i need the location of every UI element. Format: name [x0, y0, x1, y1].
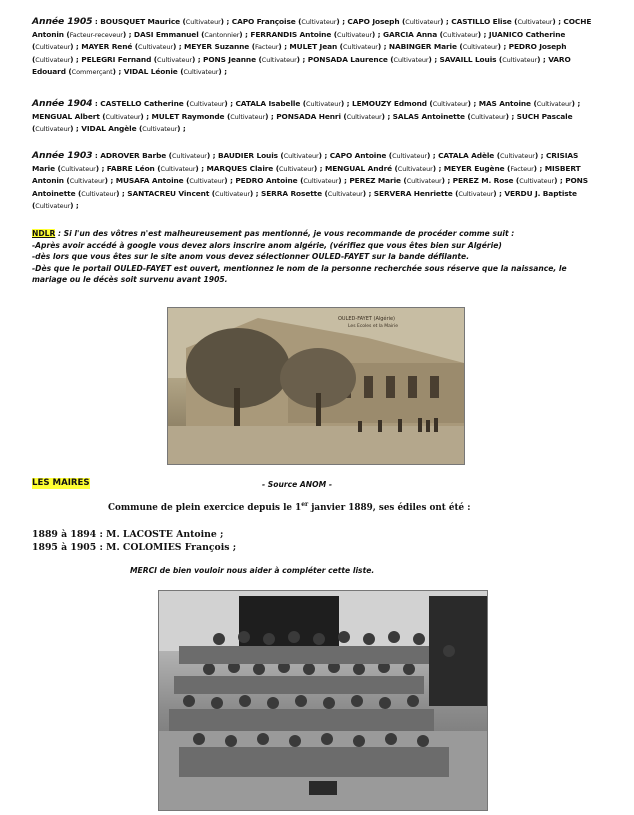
person-occupation: Cultivateur — [392, 152, 427, 160]
source-anom: - Source ANOM - — [262, 480, 332, 489]
person-name: SUCH Pascale — [516, 111, 573, 121]
person-occupation: Cultivateur — [470, 112, 506, 121]
person-name: CASTILLO Elise — [451, 17, 512, 26]
person-name: FABRE Léon — [106, 163, 155, 173]
person-occupation: Cultivateur — [35, 125, 71, 134]
person-entry: PEDRO Antoine (Cultivateur) ; — [235, 176, 347, 186]
person-occupation: Cultivateur — [499, 152, 535, 160]
person-entry: CAPO Françoise (Cultivateur) ; — [231, 17, 345, 26]
year-1903-block: Année 1903 : ADROVER Barbe (Cultivateur) ; BAUDIER Louis (Cultivateur) ; CAPO Antoine (Cultivateur) ; CATALA Adèle (Cultivateur) ; CRISIAS Marie (Cultivateur) ; FABRE Léon (Cultivateur) ; MARQUES Claire (Cultivateur) ; MENGUAL André (Cultivateur) ; MEYER Eugène (Facteur) ; MISBERT Antonin (Cultivateur) ; MUSAFA Antoine (Cultivateur) ; PEDRO Antoine (Cultivateur) ; PEREZ Marie (Cultivateur) ; PEREZ M. Rose (Cultivateur) ; PONS Antoinette (Cultivateur) ; SANTACREU Vincent (Cultivateur) ; SERRA Rosette (Cultivateur) ; SERVERA Henriette (Cultivateur) ; VERDU J. Baptiste (Cultivateur) ; — [32, 150, 588, 211]
postcard-illustration — [168, 308, 464, 464]
person-occupation: Cultivateur — [342, 43, 378, 52]
person-occupation: Cultivateur — [189, 100, 225, 108]
person-name: SALAS Antoinette — [392, 111, 465, 121]
person-occupation: Cultivateur — [442, 30, 478, 39]
mayor-period: 1889 à 1894 — [32, 529, 97, 540]
year-heading: Année 1903 — [32, 150, 93, 161]
commune-intro-a: Commune de plein exercice depuis le 1 — [108, 502, 302, 513]
person-entry: PONSADA Laurence (Cultivateur) ; — [307, 54, 438, 64]
person-name: VIDAL Léonie — [123, 67, 178, 77]
person-entry: CATALA Adèle (Cultivateur) ; — [438, 151, 544, 160]
commune-intro-sup: er — [301, 501, 309, 508]
person-occupation: Cultivateur — [405, 18, 441, 26]
person-occupation: Cultivateur — [517, 18, 553, 26]
class-photo — [158, 590, 488, 811]
person-occupation: Cultivateur — [261, 55, 297, 64]
person-entry: SERRA Rosette (Cultivateur) ; — [261, 188, 372, 198]
person-name: MEYER Eugène — [443, 163, 505, 173]
person-name: VIDAL Angèle — [81, 124, 137, 134]
person-occupation: Cultivateur — [278, 164, 314, 173]
person-name: CAPO Françoise — [231, 17, 296, 26]
mayor-name: M. COLOMIES François ; — [106, 542, 237, 553]
person-entry: SERVERA Henriette (Cultivateur) ; — [373, 188, 502, 198]
person-entry: MULET Raymonde (Cultivateur) ; — [151, 111, 274, 121]
person-entry: PONS Jeanne (Cultivateur) ; — [203, 54, 306, 64]
person-occupation: Cultivateur — [35, 55, 71, 64]
person-name: MULET Raymonde — [151, 111, 225, 121]
person-name: PONSADA Henri — [276, 111, 341, 121]
postcard-photo — [167, 307, 465, 465]
person-name: BAUDIER Louis — [217, 151, 278, 160]
person-occupation: Cultivateur — [157, 55, 192, 64]
person-occupation: Cultivateur — [81, 189, 117, 198]
person-entry: PELEGRI Fernand (Cultivateur) ; — [81, 54, 201, 64]
ndlr-note — [32, 228, 607, 286]
person-name: NABINGER Marie — [388, 42, 457, 52]
person-name: PEREZ Marie — [349, 176, 401, 186]
person-entry: GARCIA Anna (Cultivateur) ; — [383, 29, 487, 39]
class-photo-illustration — [159, 591, 487, 810]
postcard-caption-line2: Les Ecoles et la Mairie — [348, 324, 398, 329]
person-entry: VIDAL Angèle (Cultivateur) ; — [81, 124, 186, 134]
person-occupation: Cultivateur — [160, 164, 196, 173]
person-occupation: Cultivateur — [171, 152, 207, 160]
maires-heading: LES MAIRES — [32, 478, 90, 488]
year-heading: Année 1904 — [32, 98, 93, 109]
year-1905-block: Année 1905 : BOUSQUET Maurice (Cultivateur) ; CAPO Françoise (Cultivateur) ; CAPO Joseph (Cultivateur) ; CASTILLO Elise (Cultivateur) ; COCHE Antonin (Facteur-receveur) ; DASI Emmanuel (Cantonnier) ; FERRANDIS Antoine (Cultivateur) ; GARCIA Anna (Cultivateur) ; JUANICO Catherine (Cultivateur) ; MAYER René (Cultivateur) ; MEYER Suzanne (Facteur) ; MULET Jean (Cultivateur) ; NABINGER Marie (Cultivateur) ; PEDRO Joseph (Cultivateur) ; PELEGRI Fernand (Cultivateur) ; PONS Jeanne (Cultivateur) ; PONSADA Laurence (Cultivateur) ; SAVAILL Louis (Cultivateur) ; VARO Edouard (Commerçant) ; VIDAL Léonie (Cultivateur) ; — [32, 16, 592, 77]
person-occupation: Cultivateur — [189, 177, 225, 186]
person-occupation: Cultivateur — [283, 152, 319, 160]
person-name: BOUSQUET Maurice — [100, 17, 181, 26]
merci-note: MERCI de bien vouloir nous aider à compléter cette liste. — [130, 566, 375, 575]
person-name: SERRA Rosette — [261, 188, 323, 198]
person-occupation: Cultivateur — [301, 18, 337, 26]
person-entry: MEYER Suzanne (Facteur) ; — [184, 42, 287, 52]
person-entry: SUCH Pascale (Cultivateur) ; — [32, 111, 573, 134]
person-entry: MEYER Eugène (Facteur) ; — [443, 163, 543, 173]
person-entry: VERDU J. Baptiste (Cultivateur) ; — [32, 188, 577, 211]
person-name: FERRANDIS Antoine — [250, 29, 332, 39]
person-name: VERDU J. Baptiste — [504, 188, 577, 198]
person-name: SANTACREU Vincent — [127, 188, 210, 198]
person-entry: PEREZ Marie (Cultivateur) ; — [349, 176, 451, 186]
person-occupation: Cultivateur — [458, 189, 494, 198]
person-occupation: Cultivateur — [346, 112, 382, 121]
person-name: MUSAFA Antoine — [115, 176, 184, 186]
person-name: GARCIA Anna — [383, 29, 438, 39]
mayor-entry: 1895 à 1905 : M. COLOMIES François ; — [32, 542, 237, 553]
person-entry: VIDAL Léonie (Cultivateur) ; — [123, 67, 227, 77]
person-entry: CASTELLO Catherine (Cultivateur) ; — [100, 99, 233, 108]
person-entry: FABRE Léon (Cultivateur) ; — [106, 163, 204, 173]
person-entry: MARQUES Claire (Cultivateur) ; — [206, 163, 323, 173]
person-entry: PONS Antoinette (Cultivateur) ; — [32, 176, 588, 198]
person-name: PEREZ M. Rose — [452, 176, 514, 186]
person-name: DASI Emmanuel — [133, 29, 199, 39]
person-occupation: Cultivateur — [502, 55, 538, 64]
person-name: SAVAILL Louis — [439, 54, 497, 64]
person-occupation: Cultivateur — [215, 189, 250, 198]
person-entry: PEREZ M. Rose (Cultivateur) ; — [452, 176, 563, 186]
person-name: MISBERT Antonin — [32, 163, 581, 186]
person-occupation: Cultivateur — [35, 202, 71, 211]
person-entry: CASTILLO Elise (Cultivateur) ; — [451, 17, 561, 26]
person-entry: MENGUAL André (Cultivateur) ; — [324, 163, 442, 173]
person-entry: VARO Edouard (Commerçant) ; — [32, 54, 571, 77]
person-name: PONSADA Laurence — [307, 54, 388, 64]
person-occupation: Cultivateur — [393, 55, 429, 64]
person-occupation: Cultivateur — [142, 125, 178, 134]
person-occupation: Cultivateur — [337, 30, 372, 39]
year-heading: Année 1905 — [32, 16, 93, 27]
ndlr-line: : Si l'un des vôtres n'est malheureusement pas mentionné, je vous recommande de procéder comme suit : — [55, 229, 515, 238]
mayor-name: M. LACOSTE Antoine ; — [106, 529, 224, 540]
person-entry: LEMOUZY Edmond (Cultivateur) ; — [351, 99, 477, 108]
person-entry: CRISIAS Marie (Cultivateur) ; — [32, 151, 579, 173]
person-occupation: Cultivateur — [432, 100, 468, 108]
person-name: CATALA Isabelle — [235, 99, 301, 108]
commune-intro-b: janvier 1889, ses édiles ont été : — [308, 502, 471, 513]
person-entry: SALAS Antoinette (Cultivateur) ; — [392, 111, 515, 121]
person-entry: PONSADA Henri (Cultivateur) ; — [276, 111, 391, 121]
person-entry: JUANICO Catherine (Cultivateur) ; — [32, 29, 566, 52]
person-name: MENGUAL Albert — [32, 111, 100, 121]
person-name: CATALA Adèle — [438, 151, 495, 160]
person-name: JUANICO Catherine — [488, 29, 566, 39]
mayor-entry: 1889 à 1894 : M. LACOSTE Antoine ; — [32, 529, 224, 540]
mayor-period: 1895 à 1905 — [32, 542, 97, 553]
person-occupation: Cultivateur — [306, 100, 341, 108]
person-occupation: Cultivateur — [327, 189, 363, 198]
person-name: CAPO Joseph — [347, 17, 400, 26]
ndlr-line: mariage ou le décès soit survenu avant 1905. — [32, 275, 228, 285]
person-entry: CAPO Antoine (Cultivateur) ; — [329, 151, 436, 160]
person-entry: FERRANDIS Antoine (Cultivateur) ; — [250, 29, 381, 39]
person-occupation: Cantonnier — [204, 30, 240, 39]
person-occupation: Cultivateur — [406, 177, 442, 186]
person-entry: MENGUAL Albert (Cultivateur) ; — [32, 111, 150, 121]
person-entry: ADROVER Barbe (Cultivateur) ; — [100, 151, 216, 160]
person-name: LEMOUZY Edmond — [351, 99, 427, 108]
person-entry: MAS Antoine (Cultivateur) ; — [478, 99, 581, 108]
person-entry: MAYER René (Cultivateur) ; — [81, 42, 182, 52]
ndlr-line: -Dès que le portail OULED-FAYET est ouvert, mentionnez le nom de la personne recherchée sous réserve que la naissance, le — [32, 263, 567, 273]
person-occupation: Cultivateur — [519, 177, 555, 186]
person-occupation: Cultivateur — [397, 164, 433, 173]
person-occupation: Cultivateur — [230, 112, 266, 121]
person-name: MEYER Suzanne — [184, 42, 250, 52]
person-name: CASTELLO Catherine — [100, 99, 184, 108]
person-name: SERVERA Henriette — [373, 188, 453, 198]
ndlr-label: NDLR — [32, 229, 56, 238]
person-occupation: Cultivateur — [138, 43, 173, 52]
person-occupation: Cultivateur — [69, 177, 105, 186]
person-occupation: Cultivateur — [183, 68, 219, 77]
person-occupation: Cultivateur — [462, 43, 498, 52]
person-occupation: Cultivateur — [303, 177, 339, 186]
person-entry: COCHE Antonin (Facteur-receveur) ; — [32, 17, 592, 39]
ndlr-line: -dès lors que vous êtes sur le site anom vous devez sélectionner OULED-FAYET sur la bande défilante. — [32, 252, 470, 262]
person-occupation: Cultivateur — [536, 100, 572, 108]
person-name: PEDRO Antoine — [235, 176, 298, 186]
person-name: CAPO Antoine — [329, 151, 387, 160]
person-entry: SANTACREU Vincent (Cultivateur) ; — [127, 188, 259, 198]
postcard-caption-line1: OULED-FAYET (Algérie) — [338, 316, 395, 322]
person-entry: CATALA Isabelle (Cultivateur) ; — [235, 99, 350, 108]
person-name: PONS Jeanne — [203, 54, 256, 64]
person-name: PONS Antoinette — [32, 176, 588, 198]
person-name: MAS Antoine — [478, 99, 531, 108]
person-entry: MULET Jean (Cultivateur) ; — [289, 42, 387, 52]
person-name: MAYER René — [81, 42, 133, 52]
person-entry: DASI Emmanuel (Cantonnier) ; — [133, 29, 248, 39]
person-name: CRISIAS Marie — [32, 151, 579, 173]
ndlr-line: -Après avoir accédé à google vous devez alors inscrire anom algérie, (vérifiez que vous êtes bien sur Algérie) — [32, 240, 502, 250]
person-occupation: Facteur — [254, 43, 279, 52]
person-entry: MISBERT Antonin (Cultivateur) ; — [32, 163, 581, 186]
person-name: VARO Edouard — [32, 54, 571, 77]
person-name: MARQUES Claire — [206, 163, 274, 173]
person-name: MENGUAL André — [324, 163, 393, 173]
person-occupation: Facteur — [510, 164, 534, 173]
person-occupation: Facteur-receveur — [69, 30, 123, 39]
person-occupation: Cultivateur — [35, 43, 71, 52]
person-name: COCHE Antonin — [32, 17, 592, 39]
year-1904-block: Année 1904 : CASTELLO Catherine (Cultivateur) ; CATALA Isabelle (Cultivateur) ; LEMOUZY Edmond (Cultivateur) ; MAS Antoine (Cultivateur) ; MENGUAL Albert (Cultivateur) ; MULET Raymonde (Cultivateur) ; PONSADA Henri (Cultivateur) ; SALAS Antoinette (Cultivateur) ; SUCH Pascale (Cultivateur) ; VIDAL Angèle (Cultivateur) ; — [32, 98, 581, 134]
person-entry: MUSAFA Antoine (Cultivateur) ; — [115, 176, 233, 186]
person-name: MULET Jean — [289, 42, 338, 52]
person-entry: SAVAILL Louis (Cultivateur) ; — [439, 54, 546, 64]
person-entry: CAPO Joseph (Cultivateur) ; — [347, 17, 449, 26]
person-occupation: Cultivateur — [185, 18, 221, 26]
person-occupation: Cultivateur — [105, 112, 141, 121]
person-entry: PEDRO Joseph (Cultivateur) ; — [32, 42, 567, 64]
person-name: PEDRO Joseph — [508, 42, 567, 52]
person-occupation: Cultivateur — [60, 164, 96, 173]
commune-intro — [108, 501, 470, 513]
person-entry: BAUDIER Louis (Cultivateur) ; — [217, 151, 328, 160]
person-entry: NABINGER Marie (Cultivateur) ; — [388, 42, 507, 52]
person-name: ADROVER Barbe — [100, 151, 167, 160]
person-entry: BOUSQUET Maurice (Cultivateur) ; — [100, 17, 230, 26]
person-occupation: Commerçant — [71, 68, 113, 77]
person-name: PELEGRI Fernand — [81, 54, 152, 64]
